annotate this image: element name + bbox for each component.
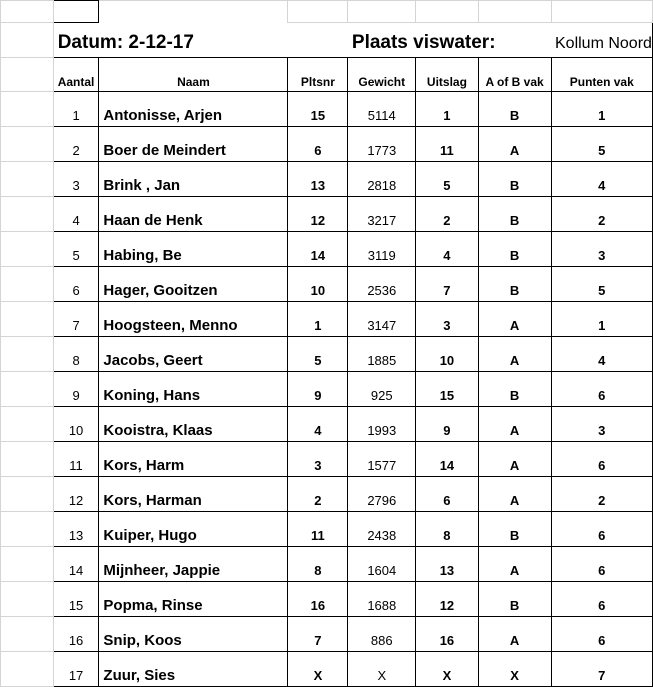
cell-vak[interactable]: A (478, 442, 551, 477)
table-row (1, 197, 653, 232)
cell-pltsnr[interactable]: 8 (288, 547, 348, 582)
cell-pltsnr[interactable]: 3 (288, 442, 348, 477)
table-row (1, 547, 653, 582)
cell-punten[interactable]: 2 (551, 197, 653, 232)
cell-aantal[interactable]: 1 (53, 92, 99, 127)
cell-vak[interactable]: A (478, 127, 551, 162)
cell-vak[interactable]: B (478, 232, 551, 267)
table-row (1, 407, 653, 442)
cell-aantal[interactable]: 4 (53, 197, 99, 232)
empty-cell[interactable] (1, 162, 54, 197)
cell-naam[interactable]: Kuiper, Hugo (99, 512, 288, 547)
cell-uitslag[interactable]: 16 (416, 617, 479, 652)
table-row (1, 372, 653, 407)
cell-aantal[interactable]: 16 (53, 617, 99, 652)
cell-naam[interactable]: Jacobs, Geert (99, 337, 288, 372)
cell-pltsnr[interactable]: 2 (288, 477, 348, 512)
cell-uitslag[interactable]: 9 (416, 407, 479, 442)
cell-naam[interactable]: Boer de Meindert (99, 127, 288, 162)
empty-cell[interactable] (1, 127, 54, 162)
cell-naam[interactable]: Haan de Henk (99, 197, 288, 232)
cell-vak[interactable]: B (478, 92, 551, 127)
place-value: Kollum Noord (551, 23, 653, 58)
cell-uitslag[interactable]: 11 (416, 127, 479, 162)
cell-gewicht[interactable]: 2818 (348, 162, 416, 197)
cell-naam[interactable]: Popma, Rinse (99, 582, 288, 617)
cell-gewicht[interactable]: 886 (348, 617, 416, 652)
column-header-punten: Punten vak (551, 58, 653, 92)
cell-pltsnr[interactable]: 7 (288, 617, 348, 652)
cell-gewicht[interactable]: 5114 (348, 92, 416, 127)
cell-punten[interactable]: 1 (551, 302, 653, 337)
cell-vak[interactable]: B (478, 372, 551, 407)
cell-vak[interactable]: B (478, 197, 551, 232)
cell-gewicht[interactable]: 1577 (348, 442, 416, 477)
cell-vak[interactable]: A (478, 477, 551, 512)
table-row (1, 652, 653, 687)
cell-vak[interactable]: A (478, 337, 551, 372)
cell-vak[interactable]: A (478, 617, 551, 652)
cell-gewicht[interactable]: 3119 (348, 232, 416, 267)
cell-gewicht[interactable]: 3217 (348, 197, 416, 232)
table-row (1, 232, 653, 267)
cell-gewicht[interactable]: 1885 (348, 337, 416, 372)
cell-gewicht[interactable]: 925 (348, 372, 416, 407)
table-row (1, 162, 653, 197)
table-row (1, 127, 653, 162)
cell-aantal[interactable]: 13 (53, 512, 99, 547)
cell-pltsnr[interactable]: 10 (288, 267, 348, 302)
table-row (1, 267, 653, 302)
empty-cell[interactable] (1, 652, 54, 687)
empty-cell[interactable] (1, 477, 54, 512)
cell-punten[interactable]: 7 (551, 652, 653, 687)
cell-punten[interactable]: 6 (551, 617, 653, 652)
table-row (1, 512, 653, 547)
cell-vak[interactable]: A (478, 302, 551, 337)
cell-aantal[interactable]: 17 (53, 652, 99, 687)
cell-punten[interactable]: 4 (551, 162, 653, 197)
cell-vak[interactable]: B (478, 512, 551, 547)
cell-uitslag[interactable]: 8 (416, 512, 479, 547)
cell-naam[interactable]: Hoogsteen, Menno (99, 302, 288, 337)
table-row (1, 302, 653, 337)
cell-punten[interactable]: 4 (551, 337, 653, 372)
cell-naam[interactable]: Zuur, Sies (99, 652, 288, 687)
cell-naam[interactable]: Koning, Hans (99, 372, 288, 407)
cell-uitslag[interactable]: 13 (416, 547, 479, 582)
blank-row (1, 1, 653, 23)
table-row (1, 442, 653, 477)
cell-uitslag[interactable]: 2 (416, 197, 479, 232)
cell-uitslag[interactable]: 12 (416, 582, 479, 617)
column-header-vak: A of B vak (478, 58, 551, 92)
cell-punten[interactable]: 6 (551, 442, 653, 477)
cell-uitslag[interactable]: 3 (416, 302, 479, 337)
cell-pltsnr[interactable]: 6 (288, 127, 348, 162)
cell-naam[interactable]: Snip, Koos (99, 617, 288, 652)
cell-naam[interactable]: Kors, Harm (99, 442, 288, 477)
cell-uitslag[interactable]: 15 (416, 372, 479, 407)
cell-uitslag[interactable]: 5 (416, 162, 479, 197)
cell-punten[interactable]: 6 (551, 512, 653, 547)
cell-uitslag[interactable]: 10 (416, 337, 479, 372)
cell-naam[interactable]: Brink , Jan (99, 162, 288, 197)
place-label: Plaats viswater: (348, 23, 551, 58)
cell-aantal[interactable]: 3 (53, 162, 99, 197)
cell-aantal[interactable]: 7 (53, 302, 99, 337)
column-header-uitslag: Uitslag (416, 58, 479, 92)
empty-cell[interactable] (1, 337, 54, 372)
empty-cell[interactable] (1, 617, 54, 652)
cell-vak[interactable]: A (478, 407, 551, 442)
cell-gewicht[interactable]: 1993 (348, 407, 416, 442)
column-header-row (1, 58, 653, 92)
empty-cell[interactable] (1, 407, 54, 442)
cell-aantal[interactable]: 6 (53, 267, 99, 302)
cell-gewicht[interactable]: 2796 (348, 477, 416, 512)
cell-vak[interactable]: A (478, 547, 551, 582)
empty-cell[interactable] (1, 302, 54, 337)
cell-pltsnr[interactable]: 4 (288, 407, 348, 442)
cell-punten[interactable]: 6 (551, 582, 653, 617)
empty-cell[interactable] (1, 197, 54, 232)
cell-punten[interactable]: 1 (551, 92, 653, 127)
empty-cell[interactable] (1, 232, 54, 267)
cell-punten[interactable]: 3 (551, 232, 653, 267)
cell-punten[interactable]: 5 (551, 267, 653, 302)
cell-vak[interactable]: X (478, 652, 551, 687)
table-row (1, 92, 653, 127)
cell-pltsnr[interactable]: 1 (288, 302, 348, 337)
cell-uitslag[interactable]: 7 (416, 267, 479, 302)
column-header-pltsnr: Pltsnr (288, 58, 348, 92)
empty-cell[interactable] (1, 512, 54, 547)
empty-cell[interactable] (1, 442, 54, 477)
cell-aantal[interactable]: 10 (53, 407, 99, 442)
cell-pltsnr[interactable]: 12 (288, 197, 348, 232)
cell-uitslag[interactable]: 6 (416, 477, 479, 512)
cell-pltsnr[interactable]: 16 (288, 582, 348, 617)
cell-gewicht[interactable]: 1604 (348, 547, 416, 582)
cell-vak[interactable]: B (478, 162, 551, 197)
cell-naam[interactable]: Habing, Be (99, 232, 288, 267)
cell-aantal[interactable]: 14 (53, 547, 99, 582)
title-row (1, 23, 653, 58)
cell-vak[interactable]: B (478, 582, 551, 617)
cell-gewicht[interactable]: 1688 (348, 582, 416, 617)
cell-punten[interactable]: 2 (551, 477, 653, 512)
cell-uitslag[interactable]: X (416, 652, 479, 687)
cell-gewicht[interactable]: 3147 (348, 302, 416, 337)
cell-naam[interactable]: Hager, Gooitzen (99, 267, 288, 302)
empty-cell[interactable] (1, 92, 54, 127)
empty-cell[interactable] (1, 267, 54, 302)
empty-cell[interactable] (1, 372, 54, 407)
cell-pltsnr[interactable]: X (288, 652, 348, 687)
table-row (1, 617, 653, 652)
cell-punten[interactable]: 5 (551, 127, 653, 162)
cell-gewicht[interactable]: 2438 (348, 512, 416, 547)
date-label: Datum: 2-12-17 (53, 23, 348, 58)
cell-naam[interactable]: Mijnheer, Jappie (99, 547, 288, 582)
table-row (1, 477, 653, 512)
empty-cell[interactable] (1, 582, 54, 617)
cell-gewicht[interactable]: 1773 (348, 127, 416, 162)
cell-pltsnr[interactable]: 11 (288, 512, 348, 547)
cell-vak[interactable]: B (478, 267, 551, 302)
cell-naam[interactable]: Kooistra, Klaas (99, 407, 288, 442)
cell-aantal[interactable]: 11 (53, 442, 99, 477)
cell-uitslag[interactable]: 4 (416, 232, 479, 267)
cell-punten[interactable]: 6 (551, 372, 653, 407)
cell-aantal[interactable]: 2 (53, 127, 99, 162)
column-header-aantal: Aantal (53, 58, 99, 92)
cell-naam[interactable]: Kors, Harman (99, 477, 288, 512)
cell-aantal[interactable]: 9 (53, 372, 99, 407)
column-header-gewicht: Gewicht (348, 58, 416, 92)
cell-aantal[interactable]: 15 (53, 582, 99, 617)
empty-cell[interactable] (1, 547, 54, 582)
cell-gewicht[interactable]: 2536 (348, 267, 416, 302)
table-row (1, 582, 653, 617)
cell-pltsnr[interactable]: 9 (288, 372, 348, 407)
cell-punten[interactable]: 6 (551, 547, 653, 582)
cell-aantal[interactable]: 8 (53, 337, 99, 372)
table-row (1, 337, 653, 372)
cell-pltsnr[interactable]: 15 (288, 92, 348, 127)
cell-pltsnr[interactable]: 5 (288, 337, 348, 372)
column-header-naam: Naam (99, 58, 288, 92)
cell-aantal[interactable]: 12 (53, 477, 99, 512)
cell-pltsnr[interactable]: 14 (288, 232, 348, 267)
cell-gewicht[interactable]: X (348, 652, 416, 687)
cell-uitslag[interactable]: 1 (416, 92, 479, 127)
cell-aantal[interactable]: 5 (53, 232, 99, 267)
cell-punten[interactable]: 3 (551, 407, 653, 442)
cell-naam[interactable]: Antonisse, Arjen (99, 92, 288, 127)
cell-pltsnr[interactable]: 13 (288, 162, 348, 197)
cell-uitslag[interactable]: 14 (416, 442, 479, 477)
